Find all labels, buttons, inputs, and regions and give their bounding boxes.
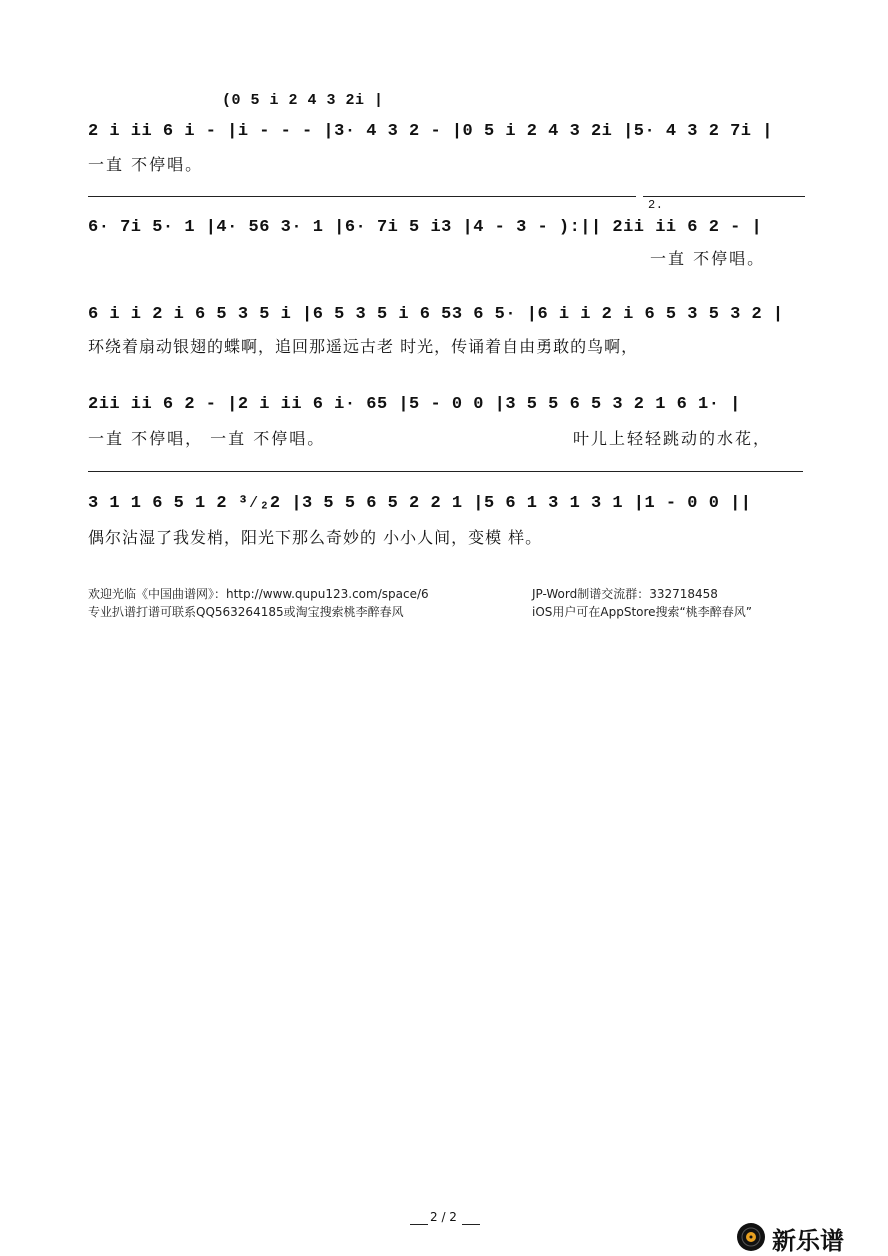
system-2-notes: 6· 7i 5· 1 |4· 56 3· 1 |6· 7i 5 i3 |4 - 3 - ):|| 2ii ii 6 2 - | — [88, 218, 763, 237]
system-1-notes: 2 i ii 6 i - |i - - - |3· 4 3 2 - |0 5 i 2 4 3 2i |5· 4 3 2 7i | — [88, 122, 773, 141]
system-5-notes: 3 1 1 6 5 1 2 ³⁄₂2 |3 5 5 6 5 2 2 1 |5 6 1 3 1 3 1 |1 - 0 0 || — [88, 494, 752, 513]
system-4-lyrics-right: 叶儿上轻轻跳动的水花， — [573, 429, 772, 448]
vinyl-record-icon — [736, 1222, 766, 1252]
brand-name: 新乐谱 — [772, 1227, 844, 1255]
system-4-lyrics-left: 一直 不停唱， 一直 不停唱。 — [88, 429, 326, 448]
intro-phrase: (0 5 i 2 4 3 2i | — [222, 92, 384, 109]
system-4-notes: 2ii ii 6 2 - |2 i ii 6 i· 65 |5 - 0 0 |3 5 5 6 5 3 2 1 6 1· | — [88, 395, 741, 414]
system-3-notes: 6 i i 2 i 6 5 3 5 i |6 5 3 5 i 6 53 6 5· |6 i i 2 i 6 5 3 5 3 2 | — [88, 305, 784, 324]
volta-line — [643, 196, 805, 197]
page-number: 2 / 2 — [430, 1210, 457, 1224]
system-3-lyrics: 环绕着扇动银翅的蝶啊，追回那遥远古老 时光，传诵着自由勇敢的鸟啊， — [88, 337, 639, 356]
footer-website: 欢迎光临《中国曲谱网》：http://www.qupu123.com/space/6 — [88, 587, 429, 601]
footer-appstore: iOS用户可在AppStore搜索“桃李醉春风” — [532, 605, 752, 619]
brand-logo — [736, 1220, 876, 1254]
system-1-line — [88, 196, 636, 197]
footer-group: JP-Word制谱交流群：332718458 — [532, 587, 718, 601]
system-2-lyrics: 一直 不停唱。 — [650, 249, 766, 268]
system-4-line — [88, 471, 803, 472]
page-number-underline-left — [410, 1224, 428, 1225]
footer-contact: 专业扒谱打谱可联系QQ563264185或淘宝搜索桃李醉春风 — [88, 605, 404, 619]
page-number-underline-right — [462, 1224, 480, 1225]
system-5-lyrics: 偶尔沾湿了我发梢，阳光下那么奇妙的 小小人间，变模 样。 — [88, 528, 543, 547]
volta-bracket-label: 2. — [648, 198, 664, 212]
system-1-lyrics: 一直 不停唱。 — [88, 155, 204, 174]
